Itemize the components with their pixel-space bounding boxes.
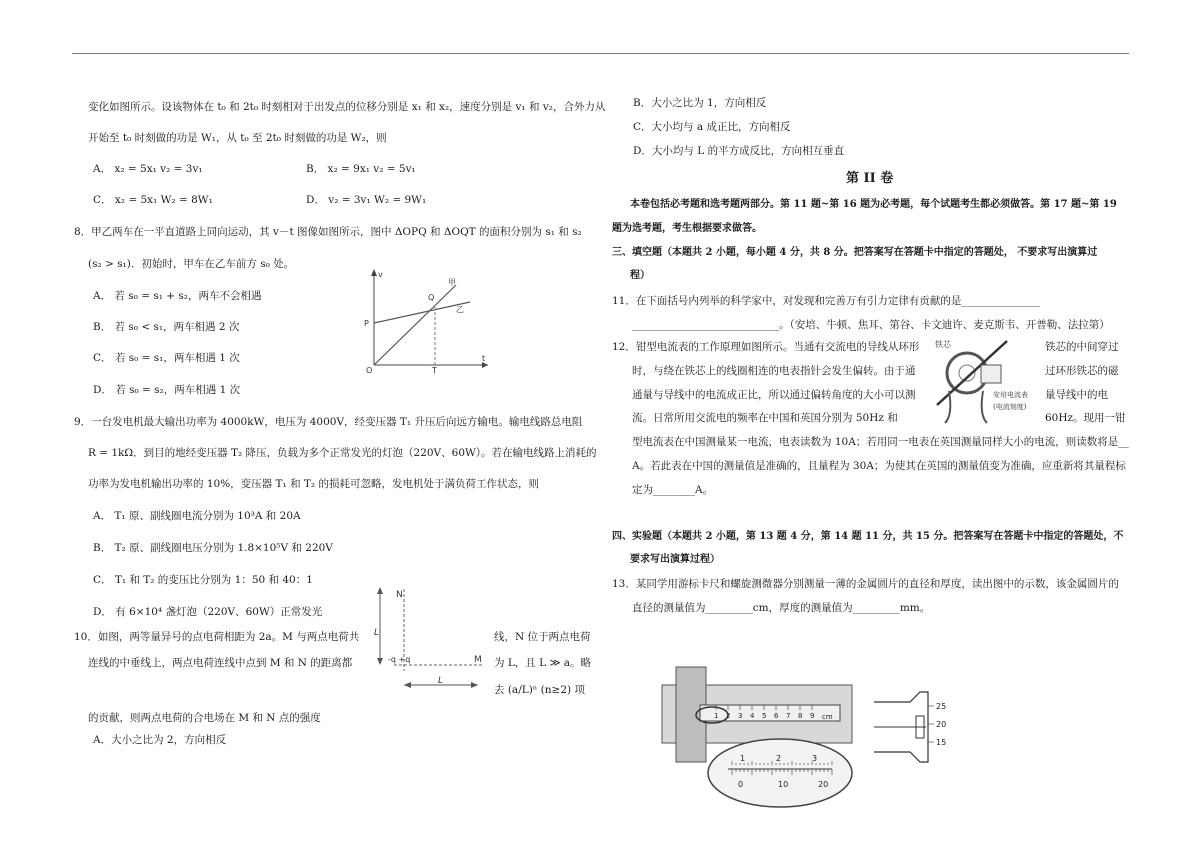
q12-text-line1a: 12．钳型电流表的工作原理如图所示。当通有交流电的导线从环形	[612, 341, 920, 353]
caliper-zoom-bottom-label: 10	[778, 780, 789, 789]
q7-option-a: A． x₂ = 5x₁ v₂ = 3v₁	[93, 163, 203, 175]
micrometer-thimble-scale	[928, 702, 946, 747]
q12-text-line7: 定为________A。	[632, 484, 714, 496]
fig12-core-label: 铁芯	[935, 340, 951, 349]
caliper-zoom-bottom-label: 20	[818, 780, 829, 789]
section-2-desc-line1: 本卷包括必考题和选考题两部分。第 11 题~第 16 题为必考题，每个试题考生都必须做答。第 17 题~第 19	[630, 199, 1117, 210]
part-3-header-line1: 三、填空题（本题共 2 小题，每小题 4 分，共 8 分。把答案写在答题卡中指定的答题处， 不要求写出演算过	[612, 247, 1098, 258]
caliper-main-tick-label: 5	[762, 712, 767, 720]
fig10-l-vertical-label: L	[374, 628, 380, 638]
fig8-z-label: 乙	[456, 305, 464, 314]
caliper-zoom-top-label: 2	[776, 754, 782, 763]
q7-text-line1: 变化如图所示。设该物体在 t₀ 和 2t₀ 时刻相对于出发点的位移分别是 x₁ 和 x₂，速度分别是 v₁ 和 v₂，合外力从	[88, 101, 606, 113]
q10-text-line2a: 连线的中垂线上，两点电荷连线中点到 M 和 N 的距离都	[88, 657, 353, 669]
q9-option-b: B． T₂ 原、副线圈电压分别为 1.8×10⁵V 和 220V	[93, 542, 333, 554]
q9-text-line3: 功率为发电机输出功率的 10%，变压器 T₁ 和 T₂ 的损耗可忽略，发电机处于满负荷工作状态，则	[88, 478, 539, 490]
q12-text-line1b: 铁芯的中间穿过	[1045, 341, 1119, 353]
fig10-charges-label: -q +q	[388, 655, 411, 664]
q12-text-line4b: 60Hz。现用一钳	[1045, 412, 1126, 424]
q12-text-line6: A。若此表在中国的测量值是准确的，且量程为 30A；为使其在英国的测量值变为准确，应重新将其量程标	[632, 460, 1126, 472]
q13-micrometer-figure	[870, 690, 960, 770]
section-2-title: 第 II 卷	[846, 171, 894, 186]
micrometer-tick-label: 25	[936, 702, 947, 711]
caliper-main-tick-label: 8	[798, 712, 803, 720]
caliper-zoom-top-label: 1	[740, 754, 746, 763]
q8-option-a: A． 若 s₀ = s₁ + s₂，两车不会相遇	[93, 290, 262, 302]
micrometer-tick-label: 15	[936, 738, 947, 747]
q8-vt-graph	[360, 265, 495, 375]
caliper-unit-label: cm	[822, 713, 833, 721]
part-4-header-line1: 四、实验题（本题共 2 小题，第 13 题 4 分，第 14 题 11 分，共 15 分。把答案写在答题卡中指定的答题处，不	[612, 531, 1124, 542]
q13-vernier-caliper-figure	[660, 665, 860, 810]
q8-text-line2: (s₂ > s₁)．初始时，甲车在乙车前方 s₀ 处。	[88, 258, 295, 270]
q12-clamp-meter-figure	[925, 335, 1040, 427]
q12-text-line2b: 过环形铁芯的磁	[1045, 365, 1119, 377]
fig8-p-label: P	[364, 319, 369, 328]
q10-text-line1b: 线，N 位于两点电荷	[494, 631, 591, 643]
fig8-t-label: T	[432, 366, 437, 375]
q10-option-c: C．大小均与 a 成正比，方向相反	[633, 121, 791, 133]
q10-option-b: B．大小之比为 1，方向相反	[633, 97, 767, 109]
q13-text-line1: 13．某同学用游标卡尺和螺旋测微器分别测量一薄的金属圆片的直径和厚度，读出图中的示数，该金属圆片的	[612, 578, 1119, 590]
q11-text-line2: ____________________________。（安培、牛顿、焦耳、第谷、卡文迪许、麦克斯韦、开普勒、法拉第）	[632, 319, 1110, 331]
q12-text-line5: 型电流表在中国测量某一电流，电表读数为 10A；若用同一电表在英国测量同样大小的电流，则读数将是__	[632, 436, 1129, 448]
fig10-l-horizontal-label: L	[438, 676, 444, 686]
q12-text-line2a: 时，与绕在铁芯上的线圈相连的电表指针会发生偏转。由于通	[632, 365, 916, 377]
micrometer-tick-label: 20	[936, 720, 947, 729]
q7-text-line2: 开始至 t₀ 时刻做的功是 W₁，从 t₀ 至 2t₀ 时刻做的功是 W₂，则	[88, 132, 387, 144]
q12-text-line4a: 流。日常所用交流电的频率在中国和英国分别为 50Hz 和	[632, 412, 898, 424]
q11-text-line1: 11．在下面括号内列举的科学家中，对发现和完善万有引力定律有贡献的是_______________	[612, 295, 1041, 307]
fig8-v-label: v	[378, 270, 383, 279]
fig8-t-axis-label: t	[482, 354, 486, 363]
caliper-main-tick-label: 6	[774, 712, 779, 720]
fig8-o-label: O	[366, 366, 373, 375]
fig8-phi-label: 甲	[448, 278, 456, 287]
caliper-main-tick-label: 2	[726, 712, 731, 720]
caliper-zoom-top-label: 3	[812, 754, 818, 763]
q8-option-d: D． 若 s₀ = s₂，两车相遇 1 次	[93, 384, 241, 396]
caliper-main-tick-label: 7	[786, 712, 791, 720]
q8-text-line1: 8．甲乙两车在一平直道路上同向运动，其 v－t 图像如图所示，图中 ΔOPQ 和 ΔOQT 的面积分别为 s₁ 和 s₂	[74, 226, 582, 238]
q8-option-c: C． 若 s₀ = s₁，两车相遇 1 次	[93, 352, 240, 364]
fig8-q-label: Q	[428, 293, 435, 302]
caliper-main-tick-label: 4	[750, 712, 755, 720]
fig10-n-label: N	[396, 590, 403, 600]
q10-option-a: A．大小之比为 2，方向相反	[93, 734, 227, 746]
top-rule	[72, 53, 1129, 54]
q9-option-a: A． T₁ 原、副线圈电流分别为 10³A 和 20A	[93, 510, 301, 522]
caliper-main-tick-label: 9	[810, 712, 815, 720]
q7-option-d: D． v₂ = 3v₁ W₂ = 9W₁	[306, 194, 427, 206]
q12-text-line3b: 量导线中的电	[1045, 389, 1108, 401]
q10-text-line1a: 10．如图，两等量异号的点电荷相距为 2a。M 与两点电荷共	[74, 631, 360, 643]
caliper-main-tick-label: 3	[738, 712, 743, 720]
q10-text-line2b: 为 L，且 L ≫ a。略	[494, 657, 592, 669]
part-3-header-line2: 程）	[630, 270, 650, 281]
section-2-desc-line2: 题为选考题，考生根据要求做答。	[612, 223, 762, 234]
fig12-meter-label: 安培电流表	[993, 391, 1028, 399]
q9-text-line2: R = 1kΩ．到目的地经变压器 T₂ 降压，负载为多个正常发光的灯泡（220V、60W）。若在输电线路上消耗的	[88, 447, 597, 459]
q10-text-line3b: 去 (a/L)ⁿ (n≥2) 项	[494, 684, 585, 696]
caliper-main-tick-label: 1	[714, 712, 719, 720]
q10-option-d: D．大小均与 L 的平方成反比，方向相互垂直	[633, 145, 845, 157]
q8-option-b: B． 若 s₀ < s₁，两车相遇 2 次	[93, 321, 240, 333]
q12-text-line3a: 通量与导线中的电流成正比，所以通过偏转角度的大小可以测	[632, 389, 916, 401]
q10-text-line4: 的贡献，则两点电荷的合电场在 M 和 N 点的强度	[88, 712, 321, 724]
fig10-m-label: M	[474, 655, 482, 665]
caliper-zoom-bottom-label: 0	[738, 780, 744, 789]
q9-option-c: C． T₁ 和 T₂ 的变压比分别为 1：50 和 40：1	[93, 574, 313, 586]
fig12-scale-label: (电流刻度)	[993, 403, 1027, 411]
q7-option-b: B． x₂ = 9x₁ v₂ = 5v₁	[306, 163, 416, 175]
q13-text-line2: 直径的测量值为_________cm，厚度的测量值为_________mm。	[632, 602, 931, 614]
q10-charges-figure	[370, 585, 492, 695]
q9-option-d: D． 有 6×10⁴ 盏灯泡（220V、60W）正常发光	[93, 606, 323, 618]
q7-option-c: C． x₂ = 5x₁ W₂ = 8W₁	[93, 194, 213, 206]
part-4-header-line2: 要求写出演算过程）	[630, 554, 720, 565]
q9-text-line1: 9．一台发电机最大输出功率为 4000kW，电压为 4000V，经变压器 T₁ 升压后向远方输电。输电线路总电阻	[74, 416, 583, 428]
